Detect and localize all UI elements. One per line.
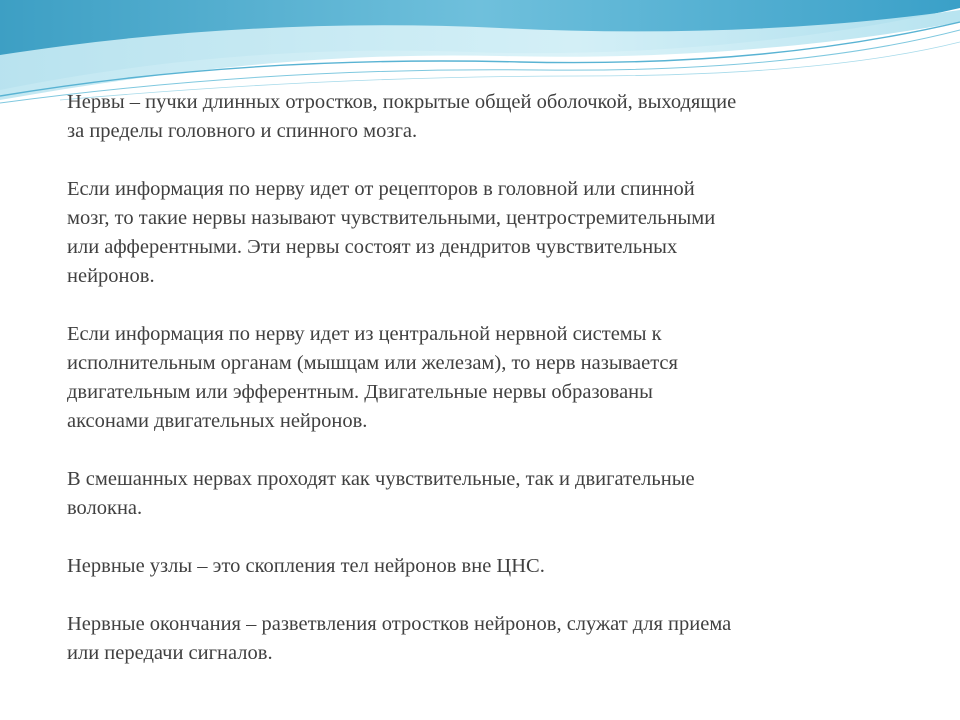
- paragraph-nerve-ganglia: Нервные узлы – это скопления тел нейронов вне ЦНС.: [67, 555, 545, 577]
- body-text: [67, 88, 917, 668]
- paragraph-mixed-nerves: В смешанных нервах проходят как чувствительные, так и двигательные волокна.: [67, 468, 695, 519]
- paragraph-motor-nerves: Если информация по нерву идет из центральной нервной системы к исполнительным органам (мышцам или железам), то нерв называется двигательным или эфферентным. Двигательные нервы образованы аксонами двигательных нейронов.: [67, 323, 678, 432]
- paragraph-sensory-nerves: Если информация по нерву идет от рецепторов в головной или спинной мозг, то такие нервы называют чувствительными, центростремительными или афферентными. Эти нервы состоят из дендритов чувствительных нейронов.: [67, 178, 716, 287]
- paragraph-nerve-endings: Нервные окончания – разветвления отростков нейронов, служат для приема или передачи сигналов.: [67, 613, 732, 664]
- paragraph-nerves-definition: Нервы – пучки длинных отростков, покрытые общей оболочкой, выходящие за пределы головного и спинного мозга.: [67, 91, 737, 142]
